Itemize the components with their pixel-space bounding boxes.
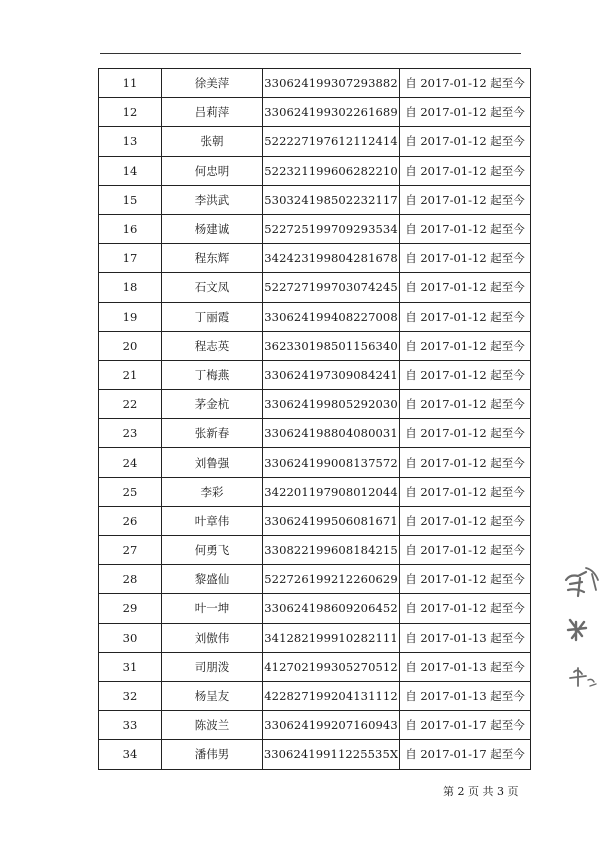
table-row [99,98,531,127]
id-number: 522227197612112414 [263,127,400,156]
table-row [99,740,531,769]
employment-period: 自 2017-01-13 起至今 [400,623,531,652]
table-row [99,302,531,331]
row-index: 31 [99,652,162,681]
row-index: 17 [99,244,162,273]
table-row [99,565,531,594]
id-number: 330624198804080031 [263,419,400,448]
person-name: 刘鲁强 [162,448,263,477]
table-row [99,711,531,740]
employment-period: 自 2017-01-13 起至今 [400,652,531,681]
row-index: 22 [99,390,162,419]
row-index: 29 [99,594,162,623]
row-index: 15 [99,185,162,214]
employment-period: 自 2017-01-12 起至今 [400,273,531,302]
employment-period: 自 2017-01-12 起至今 [400,477,531,506]
person-name: 徐美萍 [162,69,263,98]
employment-period: 自 2017-01-12 起至今 [400,302,531,331]
employment-period: 自 2017-01-12 起至今 [400,185,531,214]
id-number: 422827199204131112 [263,681,400,710]
id-number: 522321199606282210 [263,156,400,185]
person-name: 杨呈友 [162,681,263,710]
person-name: 石文凤 [162,273,263,302]
row-index: 21 [99,360,162,389]
employment-period: 自 2017-01-12 起至今 [400,214,531,243]
row-index: 30 [99,623,162,652]
employment-period: 自 2017-01-12 起至今 [400,594,531,623]
employment-period: 自 2017-01-12 起至今 [400,536,531,565]
id-number: 330624199805292030 [263,390,400,419]
person-name: 吕莉萍 [162,98,263,127]
id-number: 342423199804281678 [263,244,400,273]
id-number: 330624199302261689 [263,98,400,127]
header-rule [100,53,521,54]
person-name: 叶一坤 [162,594,263,623]
table-row [99,273,531,302]
table-row [99,506,531,535]
person-name: 茅金杭 [162,390,263,419]
person-name: 叶章伟 [162,506,263,535]
table-row [99,360,531,389]
id-number: 342201197908012044 [263,477,400,506]
personnel-table-body [99,69,531,770]
personnel-table [98,68,531,770]
row-index: 20 [99,331,162,360]
person-name: 李洪武 [162,185,263,214]
row-index: 26 [99,506,162,535]
partial-seal-stamp [556,560,600,730]
person-name: 何忠明 [162,156,263,185]
employment-period: 自 2017-01-12 起至今 [400,390,531,419]
row-index: 28 [99,565,162,594]
row-index: 11 [99,69,162,98]
employment-period: 自 2017-01-12 起至今 [400,156,531,185]
page-number: 第 2 页 共 3 页 [443,785,519,798]
id-number: 530324198502232117 [263,185,400,214]
id-number: 412702199305270512 [263,652,400,681]
row-index: 19 [99,302,162,331]
employment-period: 自 2017-01-12 起至今 [400,98,531,127]
person-name: 刘傲伟 [162,623,263,652]
table-row [99,681,531,710]
employment-period: 自 2017-01-12 起至今 [400,69,531,98]
person-name: 程志英 [162,331,263,360]
person-name: 丁梅燕 [162,360,263,389]
employment-period: 自 2017-01-12 起至今 [400,506,531,535]
table-row [99,448,531,477]
table-row [99,244,531,273]
person-name: 陈波兰 [162,711,263,740]
id-number: 522725199709293534 [263,214,400,243]
table-row [99,185,531,214]
employment-period: 自 2017-01-13 起至今 [400,681,531,710]
table-row [99,331,531,360]
person-name: 何勇飞 [162,536,263,565]
row-index: 32 [99,681,162,710]
person-name: 张新春 [162,419,263,448]
table-row [99,623,531,652]
id-number: 330624199307293882 [263,69,400,98]
employment-period: 自 2017-01-12 起至今 [400,244,531,273]
employment-period: 自 2017-01-12 起至今 [400,419,531,448]
employment-period: 自 2017-01-12 起至今 [400,127,531,156]
person-name: 潘伟男 [162,740,263,769]
person-name: 黎盛仙 [162,565,263,594]
table-row [99,536,531,565]
row-index: 34 [99,740,162,769]
row-index: 25 [99,477,162,506]
row-index: 27 [99,536,162,565]
row-index: 14 [99,156,162,185]
person-name: 程东辉 [162,244,263,273]
person-name: 杨建诚 [162,214,263,243]
id-number: 330624199008137572 [263,448,400,477]
row-index: 33 [99,711,162,740]
employment-period: 自 2017-01-12 起至今 [400,331,531,360]
table-row [99,127,531,156]
table-row [99,419,531,448]
row-index: 18 [99,273,162,302]
employment-period: 自 2017-01-17 起至今 [400,711,531,740]
employment-period: 自 2017-01-12 起至今 [400,565,531,594]
employment-period: 自 2017-01-12 起至今 [400,448,531,477]
table-row [99,156,531,185]
row-index: 23 [99,419,162,448]
employment-period: 自 2017-01-12 起至今 [400,360,531,389]
id-number: 341282199910282111 [263,623,400,652]
row-index: 12 [99,98,162,127]
id-number: 330624199506081671 [263,506,400,535]
table-row [99,477,531,506]
table-row [99,652,531,681]
person-name: 丁丽霞 [162,302,263,331]
row-index: 13 [99,127,162,156]
table-row [99,69,531,98]
employment-period: 自 2017-01-17 起至今 [400,740,531,769]
id-number: 330822199608184215 [263,536,400,565]
id-number: 33062419911225535X [263,740,400,769]
table-row [99,594,531,623]
row-index: 16 [99,214,162,243]
person-name: 张朝 [162,127,263,156]
id-number: 330624199207160943 [263,711,400,740]
table-row [99,214,531,243]
id-number: 330624197309084241 [263,360,400,389]
id-number: 330624198609206452 [263,594,400,623]
person-name: 李彩 [162,477,263,506]
id-number: 522727199703074245 [263,273,400,302]
person-name: 司朋泼 [162,652,263,681]
table-row [99,390,531,419]
id-number: 522726199212260629 [263,565,400,594]
id-number: 330624199408227008 [263,302,400,331]
row-index: 24 [99,448,162,477]
id-number: 362330198501156340 [263,331,400,360]
